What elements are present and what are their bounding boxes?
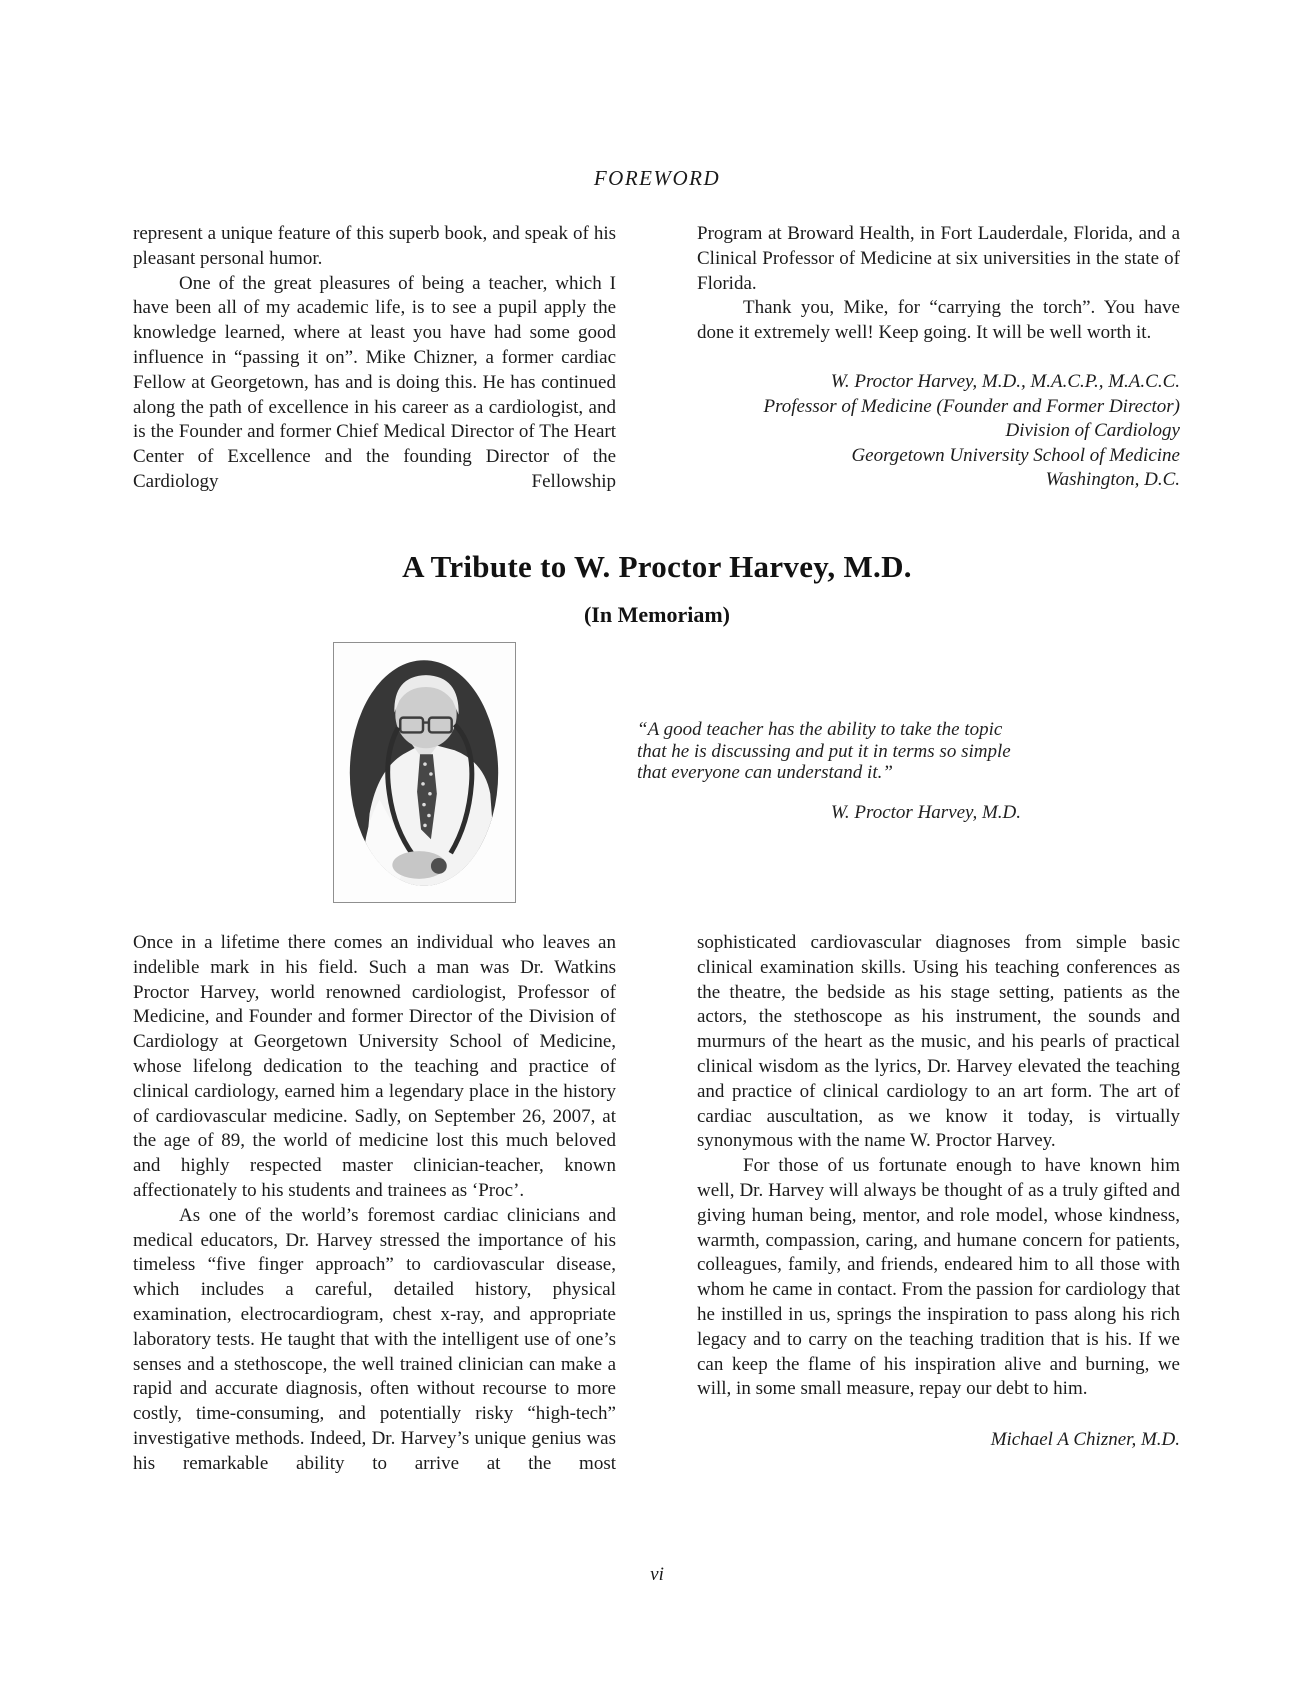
foreword-right-column — [697, 222, 1180, 493]
page-number: vi — [650, 1564, 664, 1585]
signature-line: Georgetown University School of Medicine — [851, 444, 1180, 466]
paragraph: For those of us fortunate enough to have known him well, Dr. Harvey will always be thought of as a truly gifted and giving human being, mentor, and role model, whose kindness, warmth, compassion, caring, and humane concern for patients, colleagues, family, and friends, endeared him to all those with whom he came in contact. From the passion for cardiology that he instilled in us, springs the inspiration to pass along his rich legacy and to carry on the teaching tradition that is his. If we can keep the flame of his inspiration alive and burning, we will, in some small measure, repay our debt to him. — [697, 1155, 1180, 1400]
signature-line: Division of Cardiology — [1005, 420, 1180, 442]
paragraph: sophisticated cardiovascular diagnoses from simple basic clinical examination skills. Using his teaching conferences as the theatre, the bedside as his stage setting, patients as the actors, the stethoscope as his instrument, the sounds and murmurs of the heart as the music, and his pearls of practical clinical wisdom as the lyrics, Dr. Harvey elevated the teaching and practice of clinical cardiology to an art form. The art of cardiac auscultation, as we know it today, is virtually synonymous with the name W. Proctor Harvey. — [697, 932, 1180, 1152]
signature-block — [697, 370, 1180, 493]
paragraph: One of the great pleasures of being a teacher, which I have been all of my academic life, is to see a pupil apply the knowledge learned, where at least you have had some good influence in “passing it on”. Mike Chizner, a former cardiac Fellow at Georgetown, has and is doing this. He has continued along the path of excellence in his career as a cardiologist, and is the Founder and former Chief Medical Director of The Heart Center of Excellence and the founding Director of the Cardiology Fellowship — [133, 272, 616, 492]
paragraph: represent a unique feature of this superb book, and speak of his pleasant personal humor. — [133, 223, 616, 269]
author-signature: Michael A Chizner, M.D. — [990, 1429, 1180, 1451]
signature-line: W. Proctor Harvey, M.D., M.A.C.P., M.A.C.C. — [830, 370, 1180, 392]
paragraph: Thank you, Mike, for “carrying the torch”. You have done it extremely well! Keep going. It will be well worth it. — [697, 297, 1180, 344]
portrait-photo — [333, 642, 516, 903]
paragraph: As one of the world’s foremost cardiac clinicians and medical educators, Dr. Harvey stressed the importance of his timeless “five finger approach” to cardiovascular disease, which includes a careful, detailed history, physical examination, electrocardiogram, chest x-ray, and appropriate laboratory tests. He taught that with the intelligent use of one’s senses and a stethoscope, the well trained clinician can make a rapid and accurate diagnosis, often without recourse to more costly, time-consuming, and potentially risky “high-tech” investigative methods. Indeed, Dr. Harvey’s unique genius was his remarkable ability to arrive at the most — [133, 1204, 616, 1474]
tribute-left-column — [133, 931, 616, 1477]
portrait-photo-illustration — [334, 643, 515, 902]
paragraph: Program at Broward Health, in Fort Lauderdale, Florida, and a Clinical Professor of Medicine at six universities in the state of Florida. — [697, 223, 1180, 294]
tribute-quote-block — [637, 719, 1025, 823]
page-header: FOREWORD — [593, 166, 721, 190]
signature-line: Washington, D.C. — [1045, 469, 1180, 491]
signature-line: Professor of Medicine (Founder and Former Director) — [763, 395, 1180, 417]
quote-text: “A good teacher has the ability to take the topic that he is discussing and put it in terms so simple that everyone can understand it.” — [637, 719, 1011, 783]
tribute-right-column — [697, 931, 1180, 1453]
tribute-subtitle: (In Memoriam) — [583, 602, 730, 627]
foreword-left-column — [133, 222, 616, 495]
quote-attribution: W. Proctor Harvey, M.D. — [830, 801, 1021, 823]
tribute-title: A Tribute to W. Proctor Harvey, M.D. — [402, 549, 912, 584]
paragraph: Once in a lifetime there comes an individual who leaves an indelible mark in his field. Such a man was Dr. Watkins Proctor Harvey, world renowned cardiologist, Professor of Medicine, and Founder and former Director of the Division of Cardiology at Georgetown University School of Medicine, whose lifelong dedication to the teaching and practice of clinical cardiology, earned him a legendary place in the history of cardiovascular medicine. Sadly, on September 26, 2007, at the age of 89, the world of medicine lost this much beloved and highly respected master clinician-teacher, known affectionately to his students and trainees as ‘Proc’. — [133, 932, 616, 1201]
